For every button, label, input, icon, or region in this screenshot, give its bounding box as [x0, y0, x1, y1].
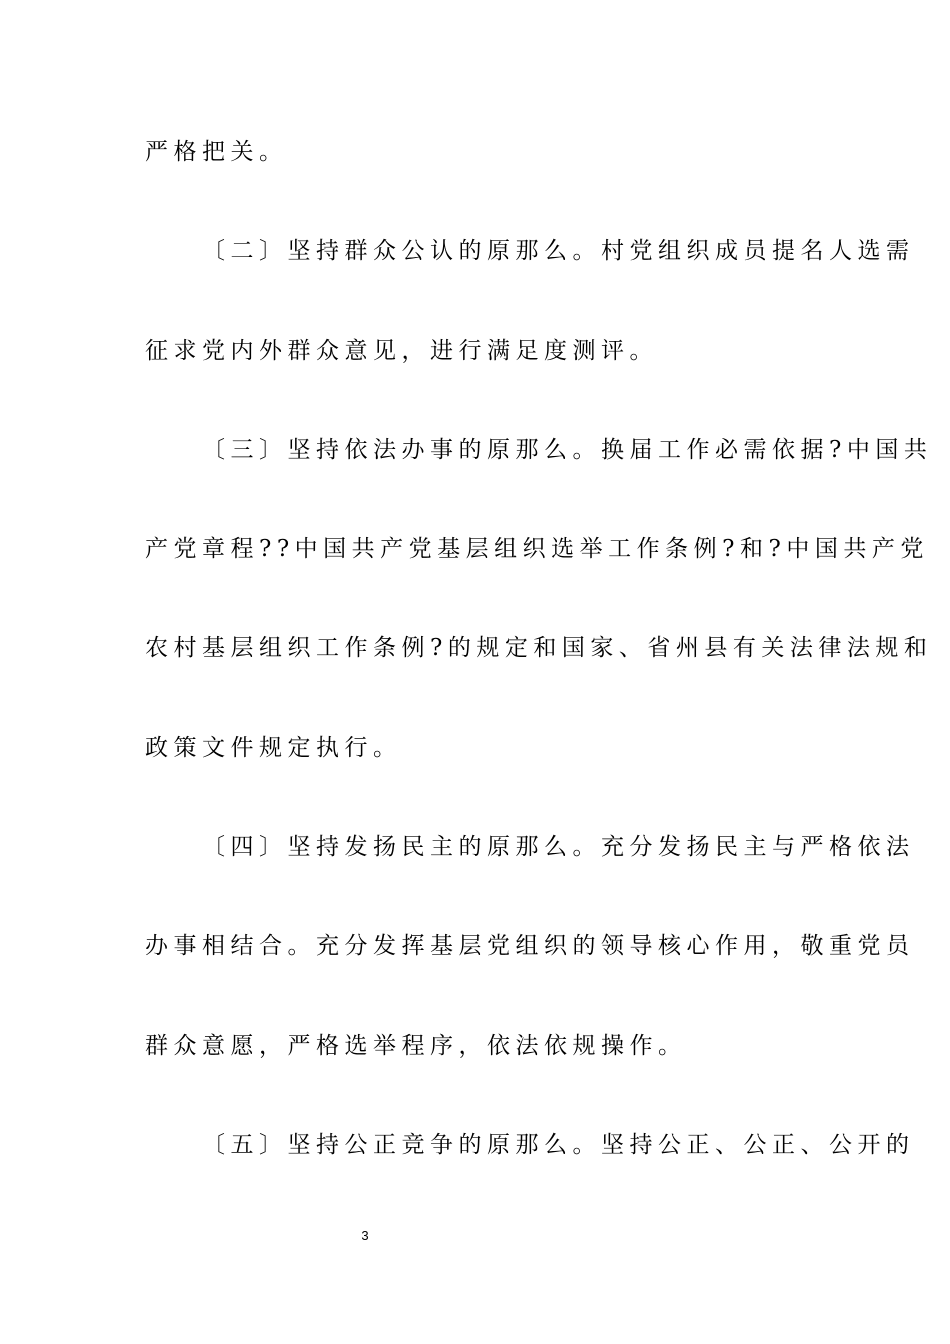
text-line: 农村基层组织工作条例?的规定和国家、省州县有关法律法规和	[145, 635, 933, 661]
text-line: 办事相结合。充分发挥基层党组织的领导核心作用，敬重党员	[145, 933, 915, 959]
text-line: 〔三〕坚持依法办事的原那么。换届工作必需依据?中国共	[202, 437, 933, 463]
text-line: 政策文件规定执行。	[145, 735, 402, 761]
text-line: 严格把关。	[145, 139, 288, 165]
text-line: 〔二〕坚持群众公认的原那么。村党组织成员提名人选需	[202, 238, 915, 264]
text-line: 征求党内外群众意见，进行满足度测评。	[145, 338, 658, 364]
text-line: 〔四〕坚持发扬民主的原那么。充分发扬民主与严格依法	[202, 834, 915, 860]
page-number: 3	[361, 1228, 369, 1243]
text-line: 〔五〕坚持公正竞争的原那么。坚持公正、公正、公开的	[202, 1132, 915, 1158]
text-line: 产党章程??中国共产党基层组织选举工作条例?和?中国共产党	[145, 536, 929, 562]
text-line: 群众意愿，严格选举程序，依法依规操作。	[145, 1033, 687, 1059]
